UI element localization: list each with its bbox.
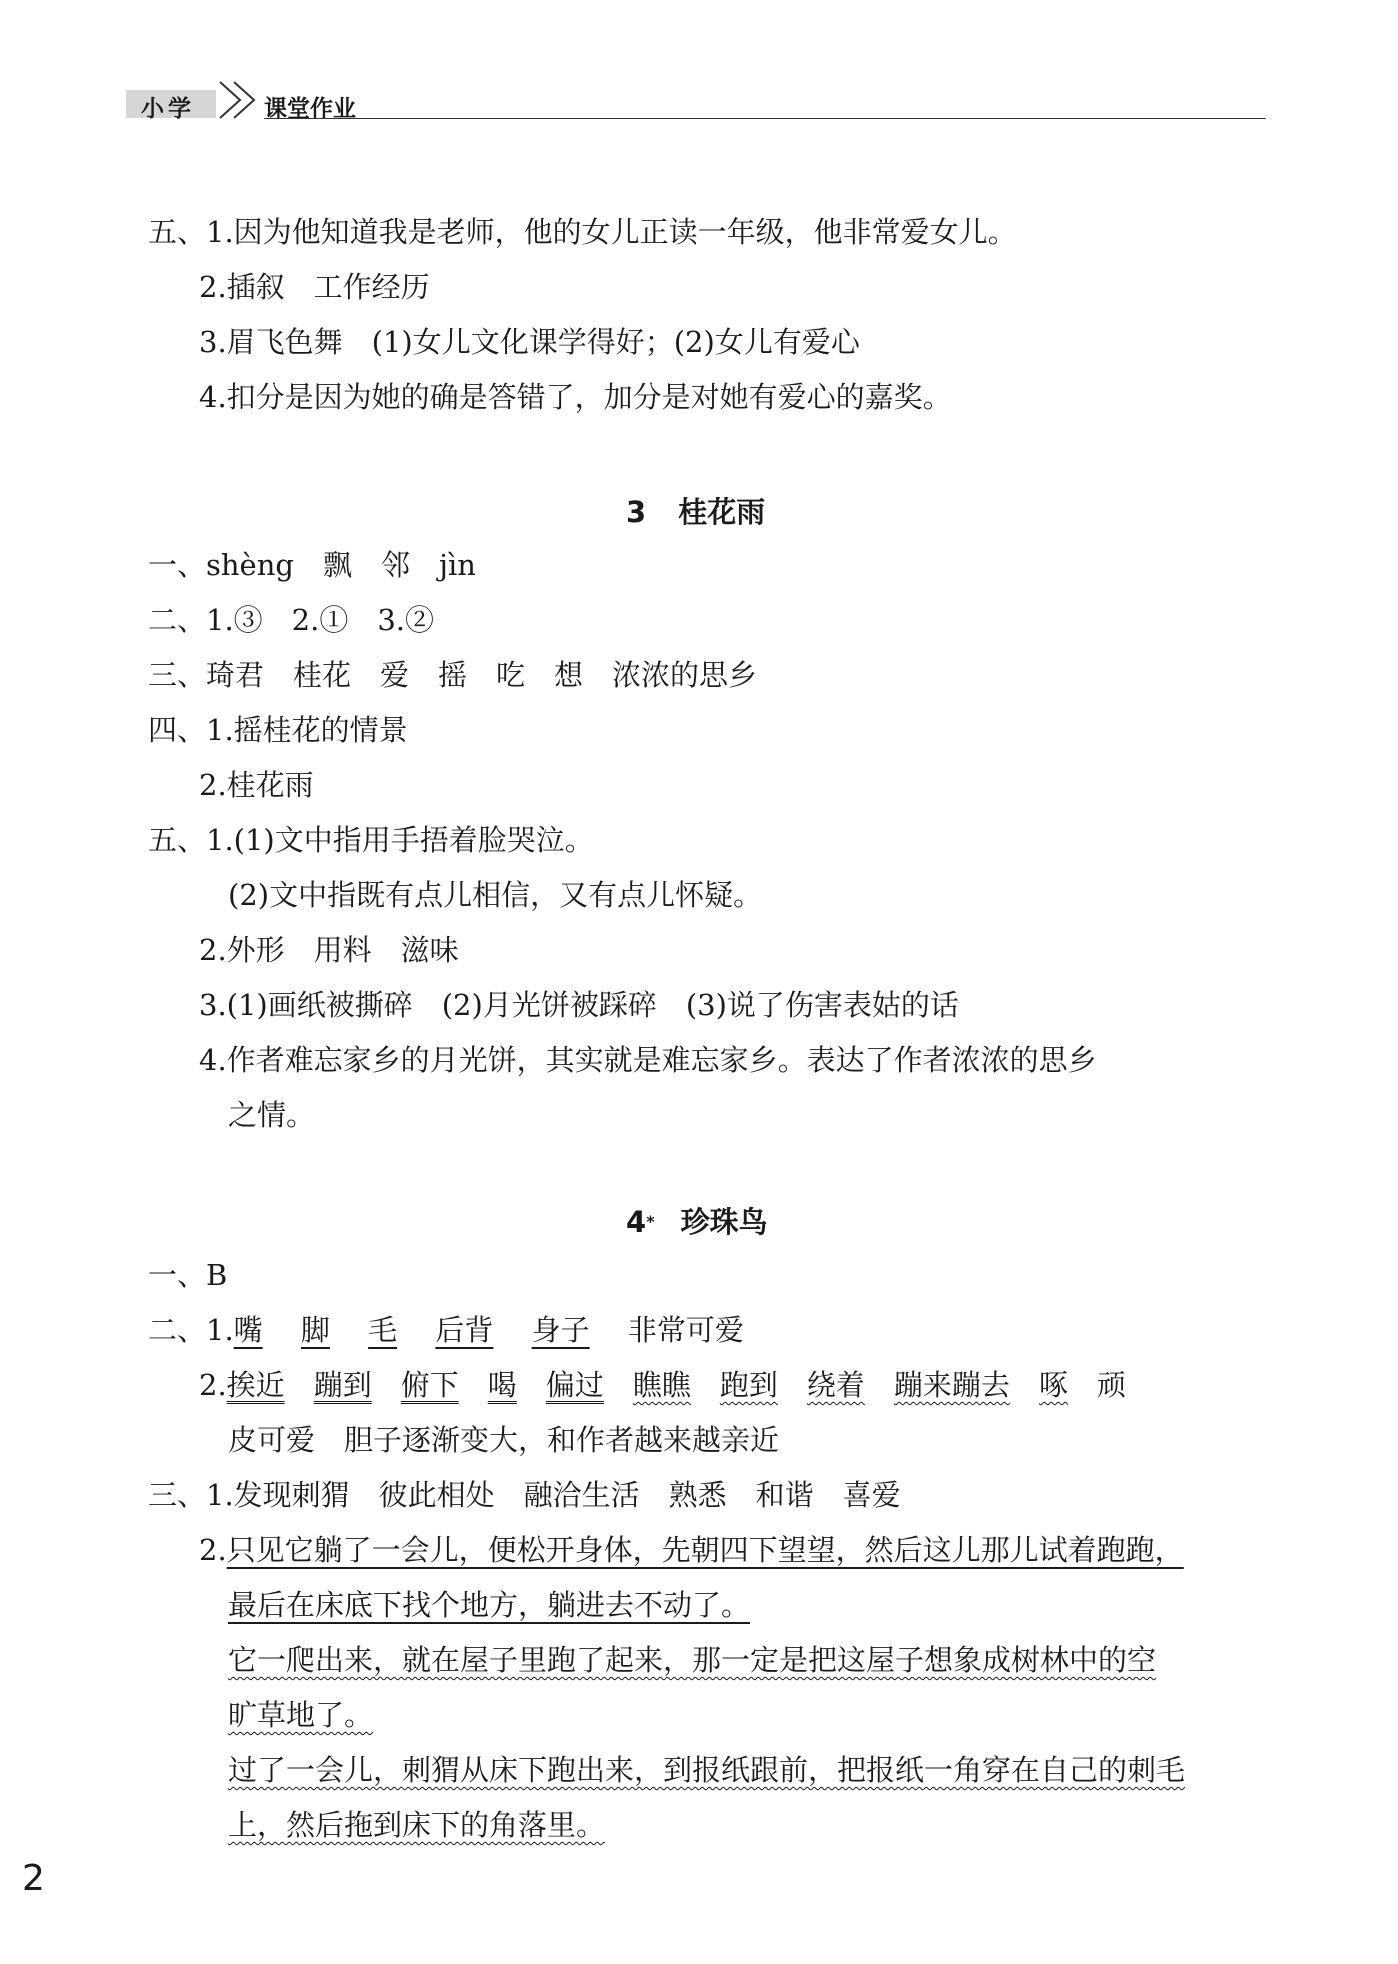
- wavy-underlined-word: 跑到: [719, 1368, 778, 1402]
- answer-line: 3.(1)画纸被撕碎 (2)月光饼被踩碎 (3)说了伤害表姑的话: [199, 988, 959, 1022]
- wavy-underlined-word: 绕着: [806, 1368, 865, 1402]
- answer-line: [228, 1750, 1185, 1790]
- lesson-name: 桂花雨: [678, 495, 766, 529]
- answer-line: (2)文中指既有点儿相信，又有点儿怀疑。: [228, 878, 763, 912]
- item-prefix: 2.: [199, 1533, 227, 1567]
- underlined-word: 脚: [300, 1313, 330, 1347]
- underlined-word: 毛: [368, 1313, 398, 1347]
- answer-line: [199, 1365, 1126, 1405]
- wavy-underlined-word: 啄: [1038, 1368, 1068, 1402]
- underlined-word: 嘴: [233, 1313, 263, 1347]
- answer-line: 一、shèng 飘 邻 jìn: [148, 548, 476, 582]
- answer-line: [228, 1695, 373, 1735]
- answer-line: [228, 1585, 750, 1625]
- double-underlined-word: 挨近: [226, 1368, 285, 1402]
- double-underlined-word: 蹦到: [313, 1368, 372, 1402]
- answer-line: 三、1.发现刺猬 彼此相处 融洽生活 熟悉 和谐 喜爱: [148, 1478, 901, 1512]
- wavy-underlined-sentence: 上，然后拖到床下的角落里。: [228, 1808, 606, 1842]
- underlined-word: 身子: [531, 1313, 590, 1347]
- answer-line: 4.作者难忘家乡的月光饼，其实就是难忘家乡。表达了作者浓浓的思乡: [199, 1043, 1097, 1077]
- underlined-sentence: 只见它躺了一会儿，便松开身体，先朝四下望望，然后这儿那儿试着跑跑，: [226, 1533, 1184, 1567]
- wavy-underlined-word: 瞧瞧: [632, 1368, 691, 1402]
- answer-line: 四、1.摇桂花的情景: [148, 713, 408, 747]
- answer-line: 五、1.因为他知道我是老师，他的女儿正读一年级，他非常爱女儿。: [148, 215, 1017, 249]
- answer-line: 二、1.③ 2.① 3.②: [148, 603, 435, 637]
- underlined-sentence: 最后在床底下找个地方，躺进去不动了。: [228, 1588, 751, 1622]
- double-underlined-word: 偏过: [545, 1368, 604, 1402]
- running-header: [126, 80, 1266, 120]
- answer-line: 2.插叙 工作经历: [199, 270, 430, 304]
- answer-line: [199, 1530, 1184, 1570]
- lesson-number: 3: [626, 495, 647, 529]
- wavy-underlined-sentence: 旷草地了。: [228, 1698, 374, 1732]
- answer-line: 三、琦君 桂花 爱 摇 吃 想 浓浓的思乡: [148, 658, 758, 692]
- item-prefix: 二、1.: [148, 1313, 234, 1347]
- answer-line: 4.扣分是因为她的确是答错了，加分是对她有爱心的嘉奖。: [199, 380, 952, 414]
- answer-line: 2.桂花雨: [199, 768, 314, 802]
- wavy-underlined-word: 蹦来蹦去: [893, 1368, 1010, 1402]
- optional-star: *: [646, 1212, 655, 1231]
- underlined-word: 后背: [435, 1313, 494, 1347]
- header-subject: 课堂作业: [264, 96, 356, 122]
- double-underlined-word: 喝: [487, 1368, 517, 1402]
- answer-line: [148, 1310, 744, 1350]
- plain-text: 顽: [1096, 1368, 1126, 1402]
- header-rule: [264, 118, 1266, 119]
- plain-text: 非常可爱: [627, 1313, 744, 1347]
- double-chevron-icon: [214, 80, 264, 120]
- lesson-name: 珍珠鸟: [680, 1205, 768, 1239]
- answer-line: 一、B: [148, 1258, 228, 1292]
- answer-line: [228, 1805, 605, 1845]
- lesson-number: 4: [626, 1205, 647, 1239]
- answer-line: 3.眉飞色舞 (1)女儿文化课学得好；(2)女儿有爱心: [199, 325, 860, 359]
- page-number: 2: [22, 1858, 45, 1899]
- wavy-underlined-sentence: 它一爬出来，就在屋子里跑了起来，那一定是把这屋子想象成树林中的空: [228, 1643, 1157, 1677]
- wavy-underlined-sentence: 过了一会儿，刺猬从床下跑出来，到报纸跟前，把报纸一角穿在自己的刺毛: [228, 1753, 1186, 1787]
- header-school: 小学: [141, 96, 195, 122]
- answer-line: 五、1.(1)文中指用手捂着脸哭泣。: [148, 823, 594, 857]
- lesson-title-4: [626, 1202, 768, 1242]
- double-underlined-word: 俯下: [400, 1368, 459, 1402]
- answer-line: 2.外形 用料 滋味: [199, 933, 459, 967]
- lesson-title-3: [626, 492, 765, 532]
- answer-line: 皮可爱 胆子逐渐变大，和作者越来越亲近: [228, 1423, 780, 1457]
- item-prefix: 2.: [199, 1368, 227, 1402]
- answer-line: [228, 1640, 1156, 1680]
- answer-line: 之情。: [228, 1098, 316, 1132]
